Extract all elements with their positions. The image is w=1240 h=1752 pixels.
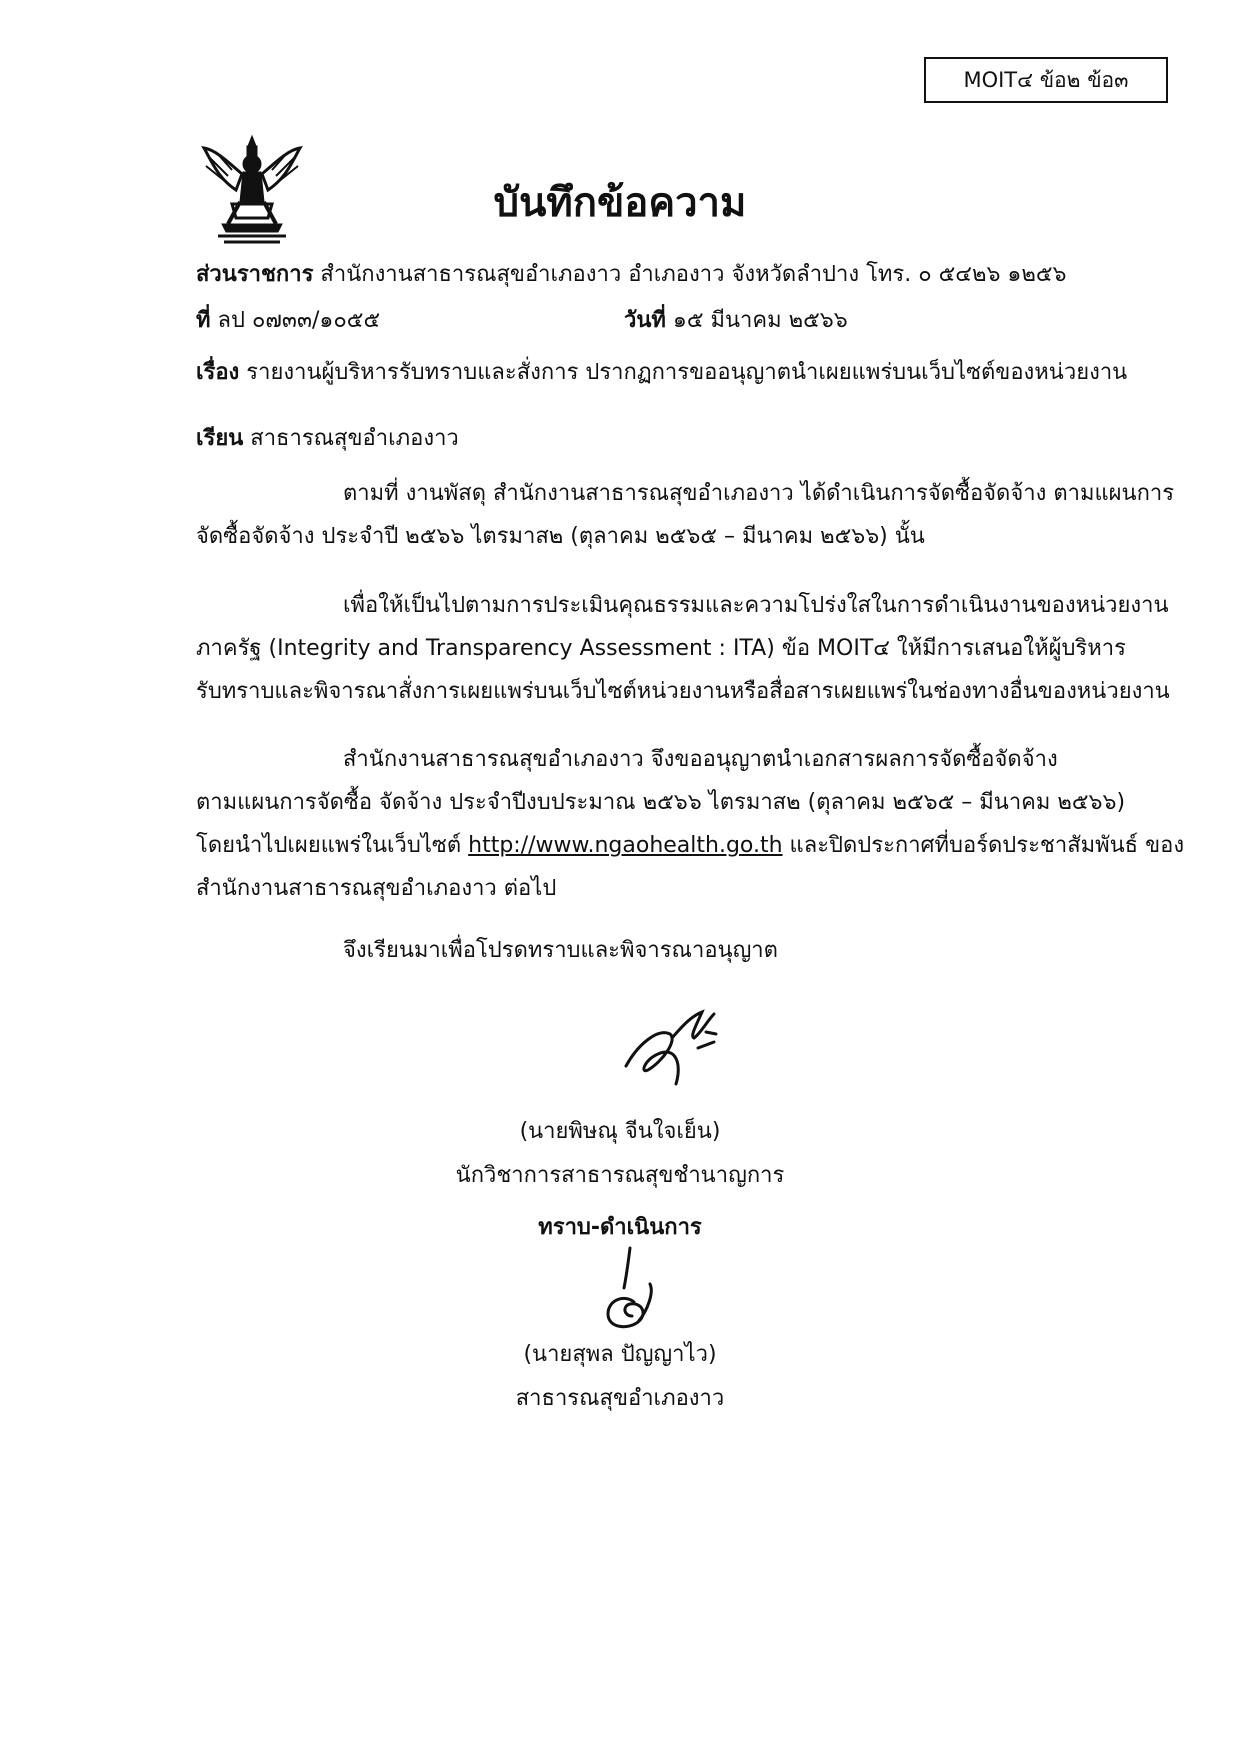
paragraph-3: [196, 738, 1185, 910]
document-number-value: ลป ๐๗๓๓/๑๐๕๕: [217, 308, 381, 333]
paragraph-2: [196, 584, 1170, 713]
closing-sentence: จึงเรียนมาเพื่อโปรดทราบและพิจารณาอนุญาต: [343, 938, 778, 963]
paragraph-1-line-1: ตามที่ งานพัสดุ สำนักงานสาธารณสุขอำเภองาว ได้ดำเนินการจัดซื้อจัดจ้าง ตามแผนการ: [343, 481, 1175, 506]
paragraph-3-line-3-suffix: และปิดประกาศที่บอร์ดประชาสัมพันธ์ ของ: [782, 833, 1185, 858]
addressee-line: [196, 420, 459, 455]
reference-code-box: MOIT๔ ข้อ๒ ข้อ๓: [924, 57, 1168, 103]
date-label: วันที่: [624, 308, 666, 333]
document-number-label: ที่: [196, 308, 211, 333]
paragraph-3-line-4: สำนักงานสาธารณสุขอำเภองาว ต่อไป: [196, 876, 557, 901]
paragraph-2-line-2: ภาครัฐ (Integrity and Transparency Assessment : ITA) ข้อ MOIT๔ ให้มีการเสนอให้ผู้บริหาร: [196, 636, 1126, 661]
paragraph-1-line-2: จัดซื้อจัดจ้าง ประจำปี ๒๕๖๖ ไตรมาส๒ (ตุลาคม ๒๕๖๕ – มีนาคม ๒๕๖๖) นั้น: [196, 524, 925, 549]
addressee-label: เรียน: [196, 426, 244, 451]
subject-line: [196, 354, 1127, 389]
department-value: สำนักงานสาธารณสุขอำเภองาว อำเภองาว จังหวัดลำปาง โทร. ๐ ๕๔๒๖ ๑๒๕๖: [320, 262, 1067, 287]
signer-2-name: (นายสุพล ปัญญาไว): [523, 1342, 717, 1367]
memo-title: บันทึกข้อความ: [493, 180, 747, 226]
website-link[interactable]: http://www.ngaohealth.go.th: [468, 833, 783, 858]
signature-2-icon: [594, 1244, 674, 1334]
signer-1-name: (นายพิษณุ จีนใจเย็น): [519, 1119, 721, 1144]
document-number-line: [196, 302, 380, 337]
paragraph-3-line-1: สำนักงานสาธารณสุขอำเภองาว จึงขออนุญาตนำเอกสารผลการจัดซื้อจัดจ้าง: [343, 747, 1058, 772]
addressee-value: สาธารณสุขอำเภองาว: [250, 426, 459, 451]
department-label: ส่วนราชการ: [196, 262, 314, 287]
paragraph-3-line-3: [196, 824, 1185, 867]
paragraph-2-line-3: รับทราบและพิจารณาสั่งการเผยแพร่บนเว็บไซต์หน่วยงานหรือสื่อสารเผยแพร่ในช่องทางอื่นของหน่วยงาน: [196, 679, 1170, 704]
department-line: [196, 256, 1067, 291]
signature-1-icon: [618, 1004, 736, 1094]
subject-value: รายงานผู้บริหารรับทราบและสั่งการ ปรากฏการขออนุญาตนำเผยแพร่บนเว็บไซต์ของหน่วยงาน: [246, 360, 1128, 385]
date-line: [624, 302, 848, 337]
signer-2-position: สาธารณสุขอำเภองาว: [515, 1386, 725, 1411]
approval-note: ทราบ-ดำเนินการ: [538, 1215, 702, 1240]
paragraph-2-line-1: เพื่อให้เป็นไปตามการประเมินคุณธรรมและความโปร่งใสในการดำเนินงานของหน่วยงาน: [343, 593, 1169, 618]
paragraph-3-line-2: ตามแผนการจัดซื้อ จัดจ้าง ประจำปีงบประมาณ ๒๕๖๖ ไตรมาส๒ (ตุลาคม ๒๕๖๕ – มีนาคม ๒๕๖๖): [196, 790, 1126, 815]
signer-1-position: นักวิชาการสาธารณสุขชำนาญการ: [455, 1163, 785, 1188]
date-value: ๑๕ มีนาคม ๒๕๖๖: [672, 308, 848, 333]
paragraph-1: [196, 472, 1175, 558]
paragraph-3-line-3-prefix: โดยนำไปเผยแพร่ในเว็บไซต์: [196, 833, 469, 858]
subject-label: เรื่อง: [196, 360, 240, 385]
